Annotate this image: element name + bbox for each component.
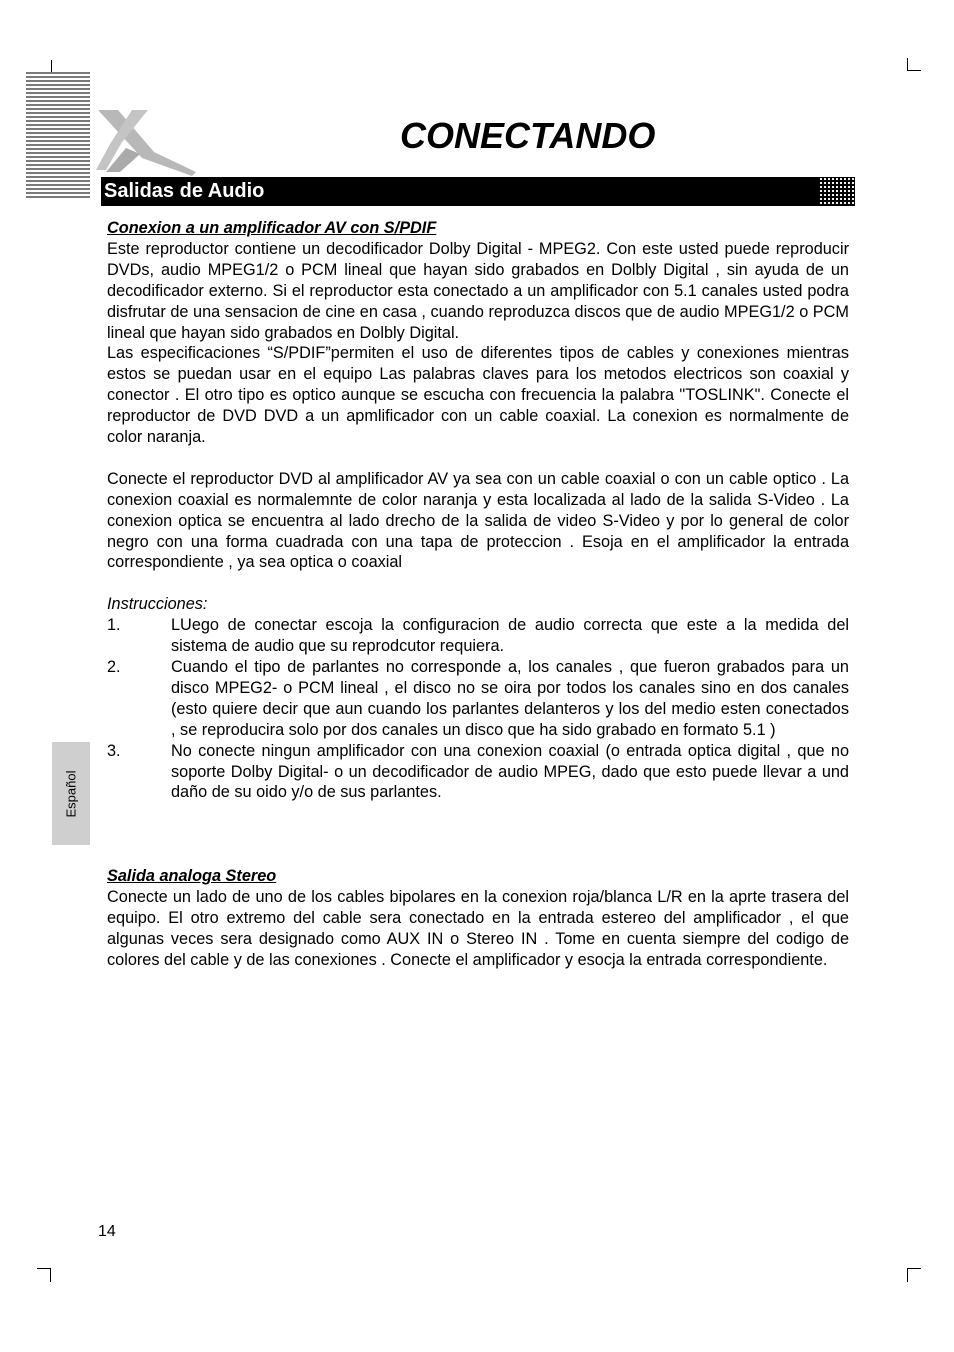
instructions-list <box>107 615 849 803</box>
page-title: CONECTANDO <box>400 115 656 156</box>
language-tab-label: Español <box>63 770 79 817</box>
crop-mark-bottom-left <box>37 1268 51 1282</box>
language-side-tab <box>52 742 90 845</box>
main-content <box>107 218 849 971</box>
instructions-label: Instrucciones: <box>107 595 208 614</box>
spdif-paragraph-3: Conecte el reproductor DVD al amplificador AV ya sea con un cable coaxial o con un cable optico . La conexion coaxial es normalemnte de color naranja y esta localizada al lado de la salida S-Video . La conexion optica se encuentra al lado drecho de la salida de video S-Video y por lo general de color negro con una forma cuadrada con una tapa de proteccion . Esoja en el amplificador la entrada correspondiente , ya sea optica o coaxial <box>107 469 849 572</box>
list-item-text: No conecte ningun amplificador con una conexion coaxial (o entrada optica digital , que no soporte Dolby Digital- o un decodificador de audio MPEG, dado que esto puede llevar a und daño de su oido y/o de sus parlantes. <box>171 741 849 802</box>
page-number: 14 <box>98 1223 116 1240</box>
striped-margin-decoration <box>26 72 90 200</box>
list-item <box>107 657 849 741</box>
list-item <box>107 615 849 657</box>
list-item-text: LUego de conectar escoja la configuracion de audio correcta que este a la medida del sistema de audio que su reprodcutor requiera. <box>171 616 849 656</box>
spdif-paragraph-1: Este reproductor contiene un decodificador Dolby Digital - MPEG2. Con este usted puede reproducir DVDs, audio MPEG1/2 o PCM lineal que hayan sido grabados en Dolbly Digital , sin ayuda de un decodificador externo. Si el reproductor esta conectado a un amplificador con 5.1 canales usted podra disfrutar de una sensacion de cine en casa , cuando reproduzca discos que de audio MPEG1/2 o PCM lineal que hayan sido grabados en Dolbly Digital. <box>107 239 849 342</box>
brand-x-logo <box>92 108 202 178</box>
list-item-text: Cuando el tipo de parlantes no corresponde a, los canales , que fueron grabados para un disco MPEG2- o PCM lineal , el disco no se oira por todos los canales sino en dos canales (esto quiere decir que aun cuando los parlantes delanteros y los del medio esten conectados , se reproducira solo por dos canales un disco que ha sido grabado en formato 5.1 ) <box>171 658 849 739</box>
crop-mark-top-right <box>907 58 921 71</box>
halftone-dots-decoration <box>819 177 855 206</box>
stereo-heading: Salida analoga Stereo <box>107 867 277 886</box>
crop-mark-bottom-right <box>907 1268 921 1282</box>
spdif-heading: Conexion a un amplificador AV con S/PDIF <box>107 219 437 237</box>
section-title: Salidas de Audio <box>104 180 265 202</box>
list-item-number: 1. <box>107 616 121 635</box>
list-item-number: 3. <box>107 741 121 760</box>
spdif-paragraph-2: Las especificaciones “S/PDIF”permiten el uso de diferentes tipos de cables y conexiones mientras estos se puedan usar en el equipo Las palabras claves para los metodos electricos son coaxial y conector . El otro tipo es optico aunque se escucha con frecuencia la palabra "TOSLINK". Conecte el reproductor de DVD DVD a un apmlificador con un cable coaxial. La conexion es normalmente de color naranja. <box>107 344 849 447</box>
list-item-number: 2. <box>107 658 121 676</box>
list-item <box>107 741 849 804</box>
section-header-bar <box>101 177 855 206</box>
stereo-paragraph: Conecte un lado de uno de los cables bipolares en la conexion roja/blanca L/R en la aprte trasera del equipo. El otro extremo del cable sera conectado en la entrada estereo del amplificador , el que algunas veces sera designado como AUX IN o Stereo IN . Tome en cuenta siempre del codigo de colores del cable y de las conexiones . Conecte el amplificador y esocja la entrada correspondiente. <box>107 887 849 969</box>
